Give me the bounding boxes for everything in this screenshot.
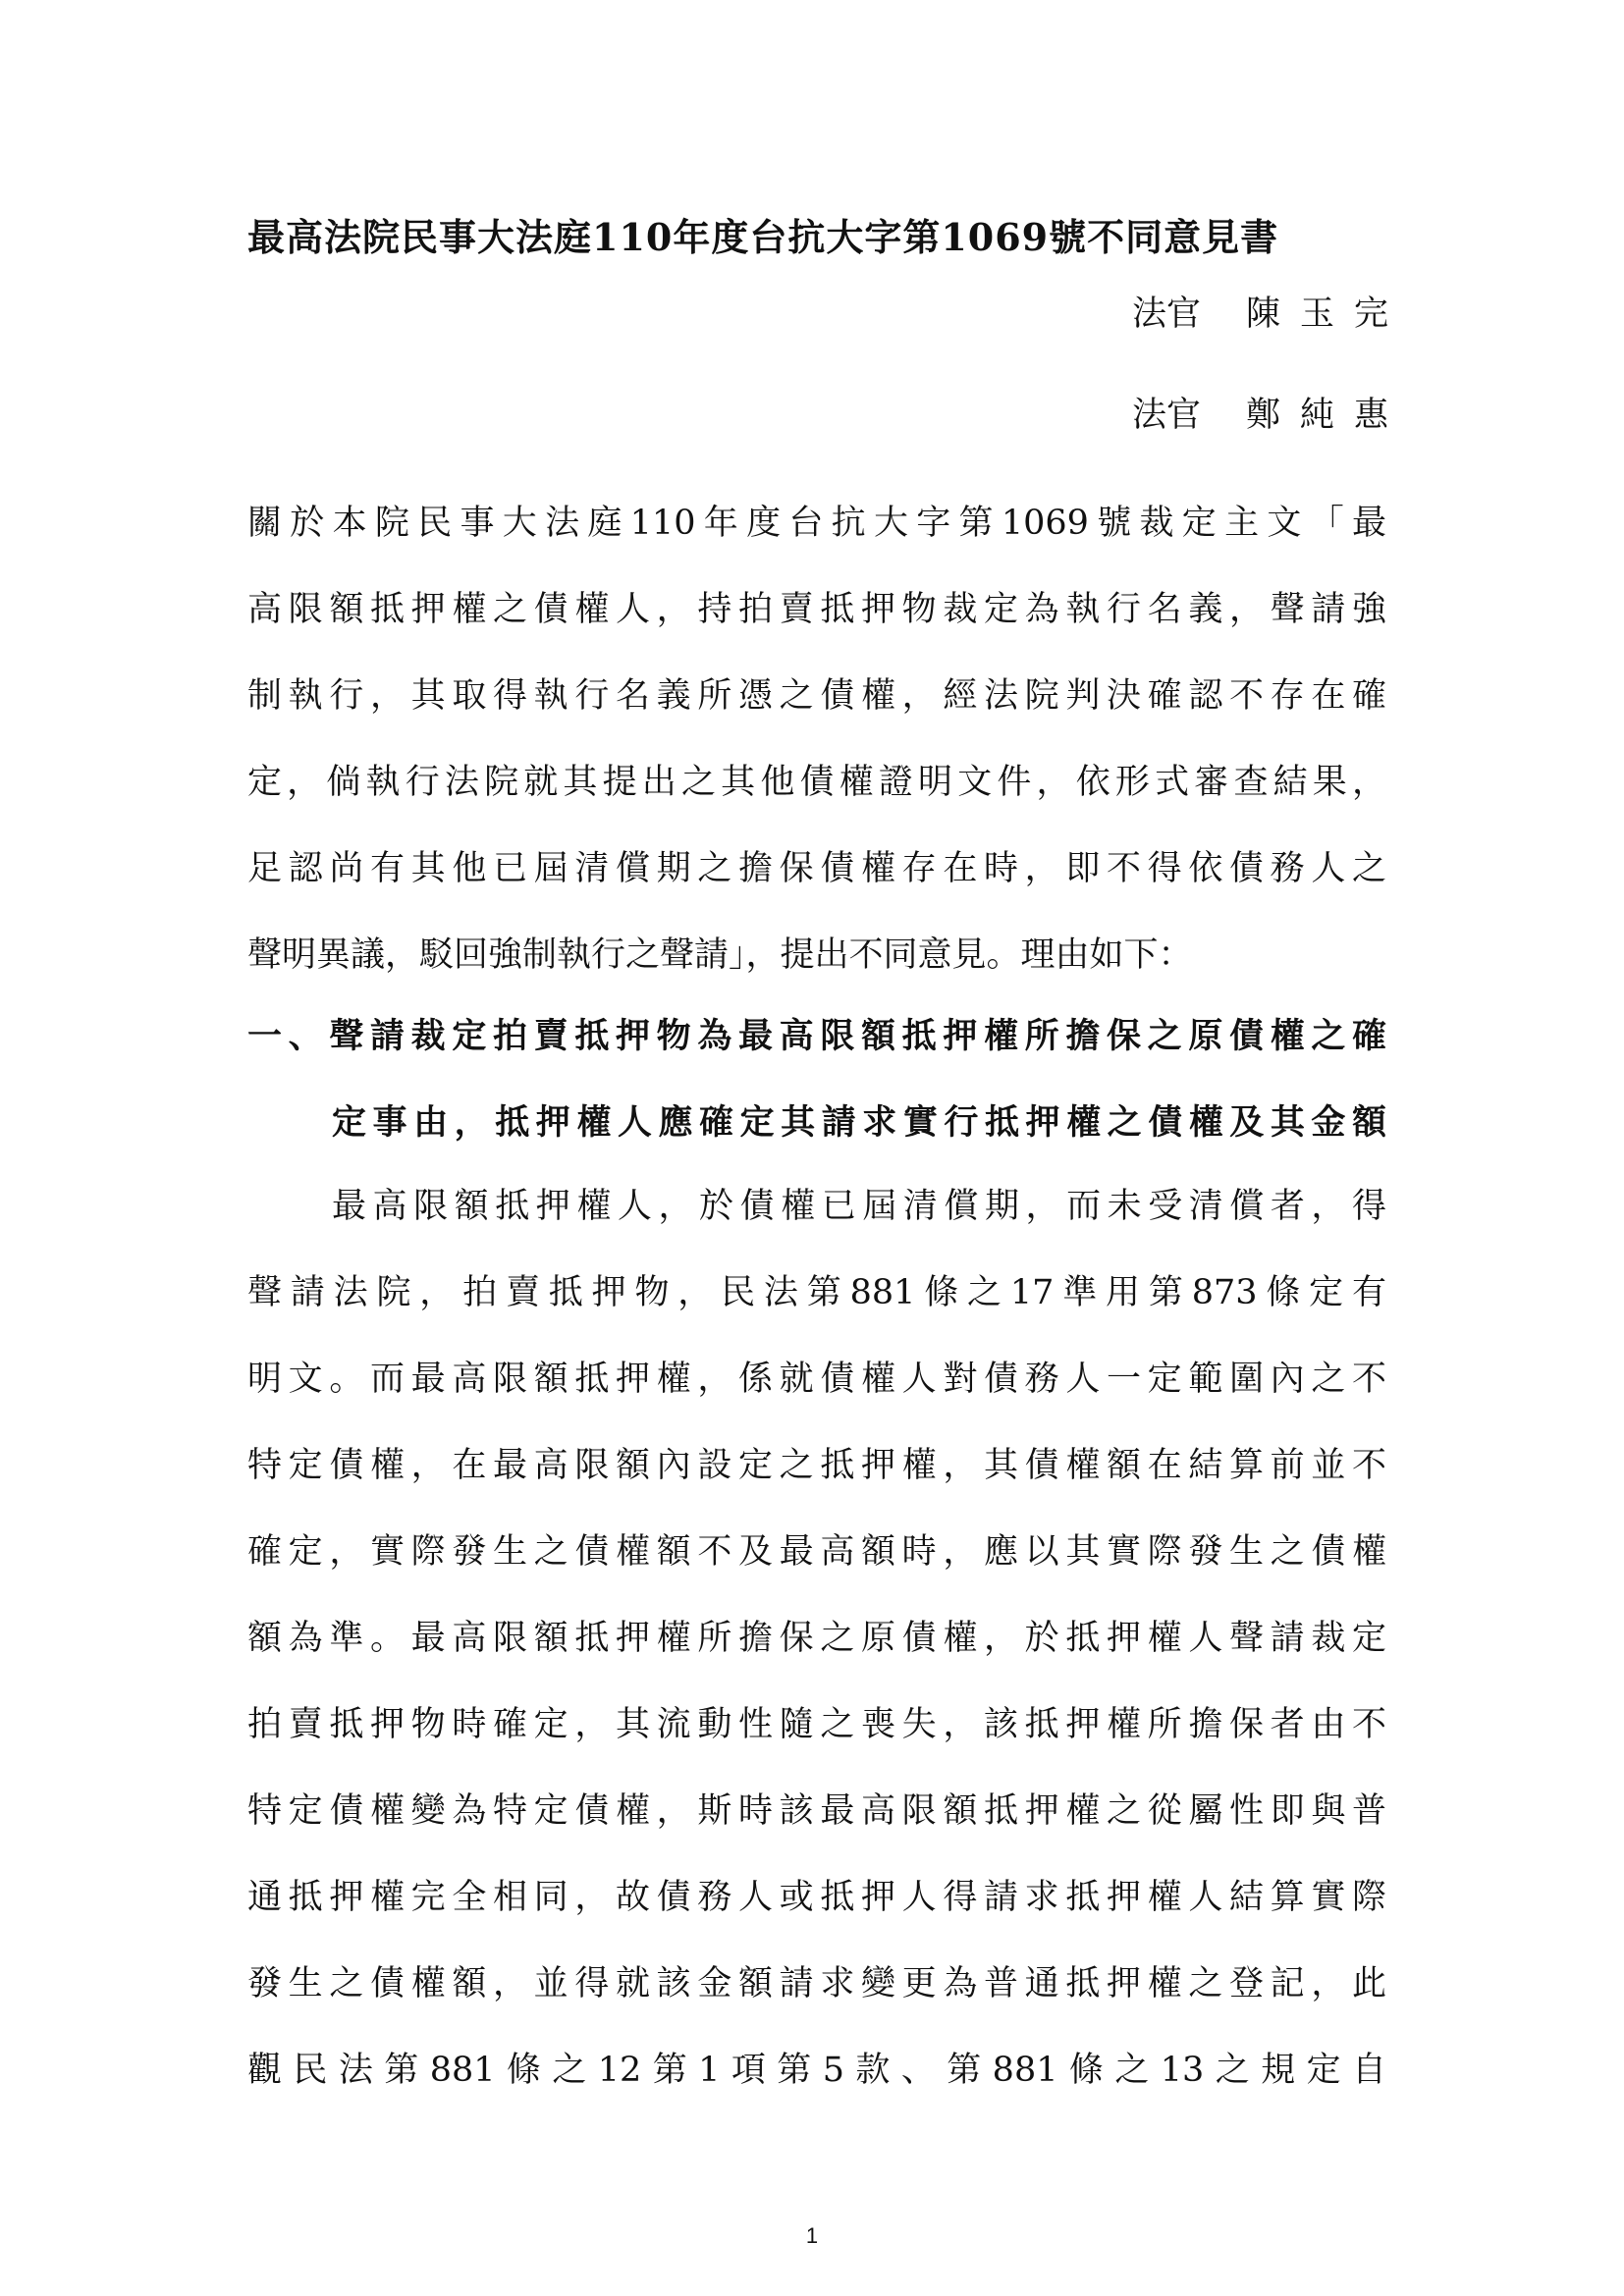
body-line: 發生之債權額，並得就該金額請求變更為普通抵押權之登記，此 [247, 1964, 1386, 2003]
body-line: 特定債權，在最高限額內設定之抵押權，其債權額在結算前並不 [247, 1446, 1386, 1485]
section-heading-continued: 定事由，抵押權人應確定其請求實行抵押權之債權及其金額 [332, 1103, 1386, 1143]
body-line: 通抵押權完全相同，故債務人或抵押人得請求抵押權人結算實際 [247, 1878, 1386, 1917]
judge-role: 法官 [1131, 396, 1201, 435]
body-line: 額為準。最高限額抵押權所擔保之原債權，於抵押權人聲請裁定 [247, 1619, 1386, 1658]
body-line: 觀民法第881條之12第1項第5款、第881條之13之規定自 [247, 2051, 1386, 2090]
judge-name: 陳玉完 [1245, 294, 1408, 334]
section-heading: 一、聲請裁定拍賣抵押物為最高限額抵押權所擔保之原債權之確 [247, 1017, 1386, 1056]
body-line: 高限額抵押權之債權人，持拍賣抵押物裁定為執行名義，聲請強 [247, 590, 1386, 629]
paragraph-first-line: 最高限額抵押權人，於債權已屆清償期，而未受清償者，得 [332, 1187, 1386, 1226]
body-line: 特定債權變為特定債權，斯時該最高限額抵押權之從屬性即與普 [247, 1791, 1386, 1831]
body-line: 確定，實際發生之債權額不及最高額時，應以其實際發生之債權 [247, 1532, 1386, 1572]
judge-signature-2 [1131, 391, 1408, 440]
body-line: 制執行，其取得執行名義所憑之債權，經法院判決確認不存在確 [247, 676, 1386, 716]
body-line: 關於本院民事大法庭110年度台抗大字第1069號裁定主文「最 [247, 504, 1386, 543]
body-line: 聲明異議，駁回強制執行之聲請」，提出不同意見。理由如下： [247, 935, 1193, 975]
page-number: 1 [805, 2223, 819, 2248]
judge-signature-1 [1131, 290, 1408, 339]
body-line: 定，倘執行法院就其提出之其他債權證明文件，依形式審查結果， [247, 763, 1386, 802]
body-line: 聲請法院，拍賣抵押物，民法第881條之17準用第873條定有 [247, 1273, 1386, 1312]
judge-role: 法官 [1131, 294, 1201, 334]
judge-name: 鄭純惠 [1245, 396, 1408, 435]
body-line: 足認尚有其他已屆清償期之擔保債權存在時，即不得依債務人之 [247, 849, 1386, 888]
body-line: 拍賣抵押物時確定，其流動性隨之喪失，該抵押權所擔保者由不 [247, 1705, 1386, 1744]
body-line: 明文。而最高限額抵押權，係就債權人對債務人一定範圍內之不 [247, 1360, 1386, 1399]
document-title: 最高法院民事大法庭110年度台抗大字第1069號不同意見書 [247, 215, 1279, 259]
